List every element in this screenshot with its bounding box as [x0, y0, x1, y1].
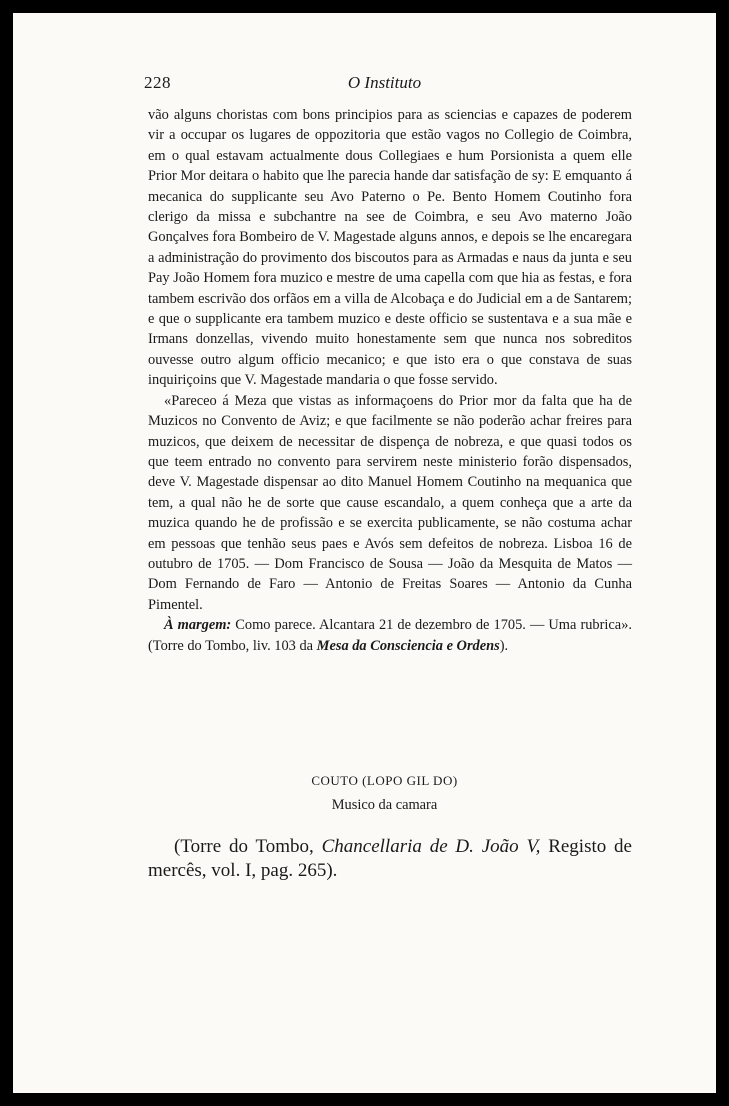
citation-paragraph — [148, 835, 632, 883]
entry-title: COUTO (LOPO GIL DO) — [311, 773, 458, 788]
margin-end: ). — [499, 637, 509, 654]
source-title: Mesa da Consciencia e Ordens — [316, 637, 500, 654]
source-citation — [148, 835, 632, 883]
paragraph-2: «Pareceo á Meza que vistas as informaçoens do Prior mor da falta que ha de Muzicos no Convento de Aviz; e que facilmente se não poderão achar freires para muzicos, que deixem de necessitar de dispença de nobreza, e que quasi todos os que teem entrado no convento para servirem neste ministerio forão dispensados, deve V. Magestade dispensar ao dito Manuel Homem Coutinho na mequanica que tem, a qual não he de sorte que cause escandalo, a quem conheça que a arte da muzica quando he de profissão e se exercita publicamente, se não costuma achar em pessoas que tenhão seus paes e Avós sem defeitos de nobreza. Lisboa 16 de outubro de 1705. — Dom Francisco de Sousa — João da Mesquita de Matos — Dom Fernando de Faro — Antonio de Freitas Soares — Antonio da Cunha Pimentel. — [148, 392, 632, 613]
paragraph-3 — [148, 615, 632, 656]
body-text — [148, 105, 632, 656]
citation-prefix: (Torre do Tombo, — [174, 836, 322, 857]
citation-suffix: Registo de mercês, vol. I, pag. 265). — [148, 836, 632, 881]
page-number: 228 — [144, 73, 171, 92]
page-header — [13, 73, 716, 99]
citation-title: Chancellaria de D. João V, — [321, 836, 541, 857]
book-page — [13, 13, 716, 1093]
margin-text: Como parece. Alcantara 21 de dezembro de 1705. — Uma rubrica». (Torre do Tombo, liv. 103 da — [148, 617, 632, 654]
entry-subtitle: Musico da camara — [331, 797, 438, 813]
paragraph-1: vão alguns choristas com bons principios para as sciencias e capazes de poderem vir a occupar os lugares de oppozitoria que estão vagos no Collegio de Coimbra, em o qual estavam actualmente dous Collegiaes e hum Porsionista a quem elle Prior Mor deitara o habito que lhe parecia hande dar satisfação de sy: E emquanto á mecanica do supplicante seu Avo Paterno o Pe. Bento Homem Coutinho fora clerigo da missa e subchantre na see de Coimbra, e seu Avo materno João Gonçalves fora Bombeiro de V. Magestade alguns annos, e depois se lhe encaregara a administração do provimento dos biscoutos para as Armadas e naus da junta e seu Pay João Homem fora muzico e mestre de uma capella com que hia as festas, e fora tambem escrivão dos orfãos em a villa de Alcobaça e do Judicial em a de Santarem; e que o supplicante era tambem muzico e deste officio se sustentava e a sua mãe e Irmans donzellas, vivendo muito honestamente sem que nunca nos sobreditos ouvesse outro algum officio mecanico; e que isto era o que constava de suas inquiriçoins que V. Magestade mandaria o que fosse servido. — [148, 107, 632, 389]
running-title: O Instituto — [347, 73, 422, 92]
margin-label: À margem: — [164, 617, 232, 634]
